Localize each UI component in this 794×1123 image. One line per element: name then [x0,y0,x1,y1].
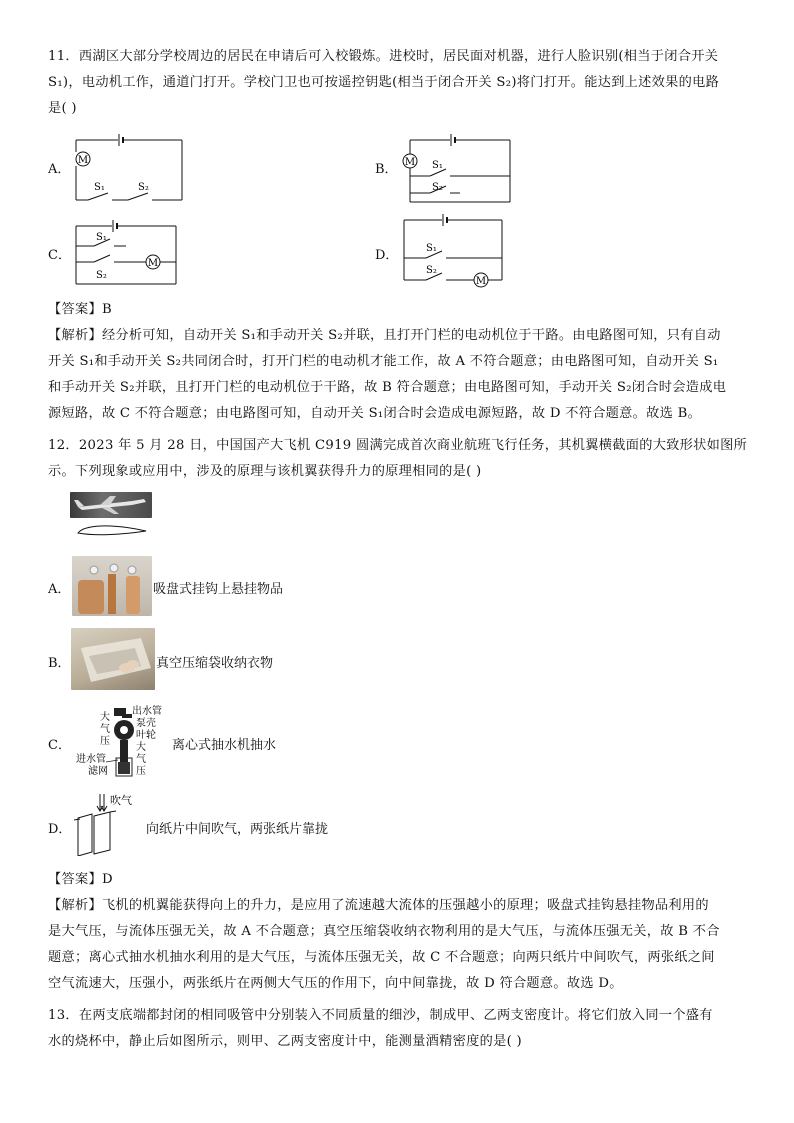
q11-answer-block [48,297,748,427]
casing-label: 泵壳 [136,718,156,729]
motor-label: M [77,155,89,166]
atm-right-2: 气 [136,754,146,765]
q12-option-b-label: B． [48,656,71,671]
q12-option-c-text: 离心式抽水机抽水 [172,738,277,753]
s1-label: S₁ [94,182,105,193]
q13-stem-line2: 水的烧杯中，静止后如图所示，则甲、乙两支密度计中，能测量酒精密度的是( ) [48,1034,522,1049]
q12-option-a-text: 吸盘式挂钩上悬挂物品 [153,582,284,597]
q12-stem-line2: 示。下列现象或应用中，涉及的原理与该机翼获得升力的原理相同的是( ) [48,464,482,479]
q12-option-b-text: 真空压缩袋收纳衣物 [156,656,274,671]
s2-label: S₂ [426,265,437,276]
q13-stem [48,1003,748,1055]
centrifugal-pump-diagram [76,704,172,780]
q11-stem-line3: 是( ) [48,101,77,116]
filter-label: 滤网 [88,766,108,777]
q12-stem [48,433,748,485]
q12-option-c-label: C． [48,738,71,753]
q11-analysis-line4: 源短路，故 C 不符合题意；由电路图可知，自动开关 S₁闭合时会造成电源短路，故 D 不符合题意。故选 B。 [48,406,702,421]
q13-stem-line1: 13．在两支底端都封闭的相同吸管中分别装入不同质量的细沙，制成甲、乙两支密度计。将它们放入同一个盛有 [48,1008,713,1023]
q11-circuit-b [400,128,520,208]
q11-analysis-line2: 开关 S₁和手动开关 S₂共同闭合时，打开门栏的电动机才能工作，故 A 不符合题意；由电路图可知，自动开关 S₁ [48,354,719,369]
motor-label: M [475,276,487,287]
wing-cross-section [70,520,152,542]
motor-label: M [404,157,416,168]
q11-analysis-line1: 【解析】经分析可知，自动开关 S₁和手动开关 S₂并联，且打开门栏的电动机位于干路。由电路图可知，只有自动 [48,328,721,343]
q12-analysis-line2: 是大气压，与流体压强无关，故 A 不合题意；真空压缩袋收纳衣物利用的是大气压，与流体压强无关，故 B 不合 [48,924,720,939]
atm-left-2: 气 [100,724,110,735]
q11-analysis-line3: 和手动开关 S₂并联，且打开门栏的电动机位于干路，故 B 符合题意；由电路图可知，手动开关 S₂闭合时会造成电 [48,380,727,395]
suction-hook-photo [72,556,152,616]
blow-label: 吹气 [110,794,132,807]
s1-label: S₁ [432,160,443,171]
atm-right-1: 大 [136,742,146,753]
inlet-label: 进水管 [76,754,106,765]
atm-left-1: 大 [100,712,110,723]
outlet-label: 出水管 [132,706,162,717]
paper-blow-diagram [74,790,144,856]
q12-stem-line1: 12．2023 年 5 月 28 日，中国国产大飞机 C919 圆满完成首次商业航班飞行任务，其机翼横截面的大致形状如图所 [48,438,748,453]
s2-label: S₂ [432,182,443,193]
q12-analysis-line4: 空气流速大，压强小，两张纸片在两侧大气压的作用下，向中间靠拢，故 D 符合题意。故选 D。 [48,976,623,991]
q11-answer: 【答案】B [48,302,112,317]
q11-circuit-d [400,210,510,292]
s2-label: S₂ [96,270,107,281]
q11-option-d-label: D． [375,248,399,263]
q12-analysis-line3: 题意；离心式抽水机抽水利用的是大气压，与流体压强无关，故 C 不合题意；向两只纸片中间吹气，两张纸之间 [48,950,715,965]
q11-stem [48,44,748,122]
atm-right-3: 压 [136,766,146,777]
s1-label: S₁ [96,232,107,243]
motor-label: M [147,258,159,269]
impeller-label: 叶轮 [136,730,156,741]
q11-stem-line2: S₁)，电动机工作，通道门打开。学校门卫也可按遥控钥匙(相当于闭合开关 S₂)将门打开。能达到上述效果的电路 [48,75,720,90]
q11-option-a-label: A． [48,162,71,177]
q12-answer-block [48,867,748,997]
q11-stem-line1: 11．西湖区大部分学校周边的居民在申请后可入校锻炼。进校时，居民面对机器，进行人脸识别(相当于闭合开关 [48,49,719,64]
q11-circuit-c [72,216,182,292]
q11-circuit-a [68,128,188,208]
s2-label: S₂ [138,182,149,193]
atm-left-3: 压 [100,736,110,747]
q11-option-b-label: B． [375,162,398,177]
q12-option-a-label: A． [48,582,71,597]
q12-option-d-text: 向纸片中间吹气，两张纸片靠拢 [146,822,329,837]
airplane-photo [70,492,152,518]
q12-analysis-line1: 【解析】飞机的机翼能获得向上的升力，是应用了流速越大流体的压强越小的原理；吸盘式挂钩悬挂物品利用的 [48,898,709,913]
s1-label: S₁ [426,243,437,254]
q12-answer: 【答案】D [48,872,113,887]
vacuum-bag-photo [71,628,155,690]
q12-option-d-label: D． [48,822,72,837]
q11-option-c-label: C． [48,248,71,263]
